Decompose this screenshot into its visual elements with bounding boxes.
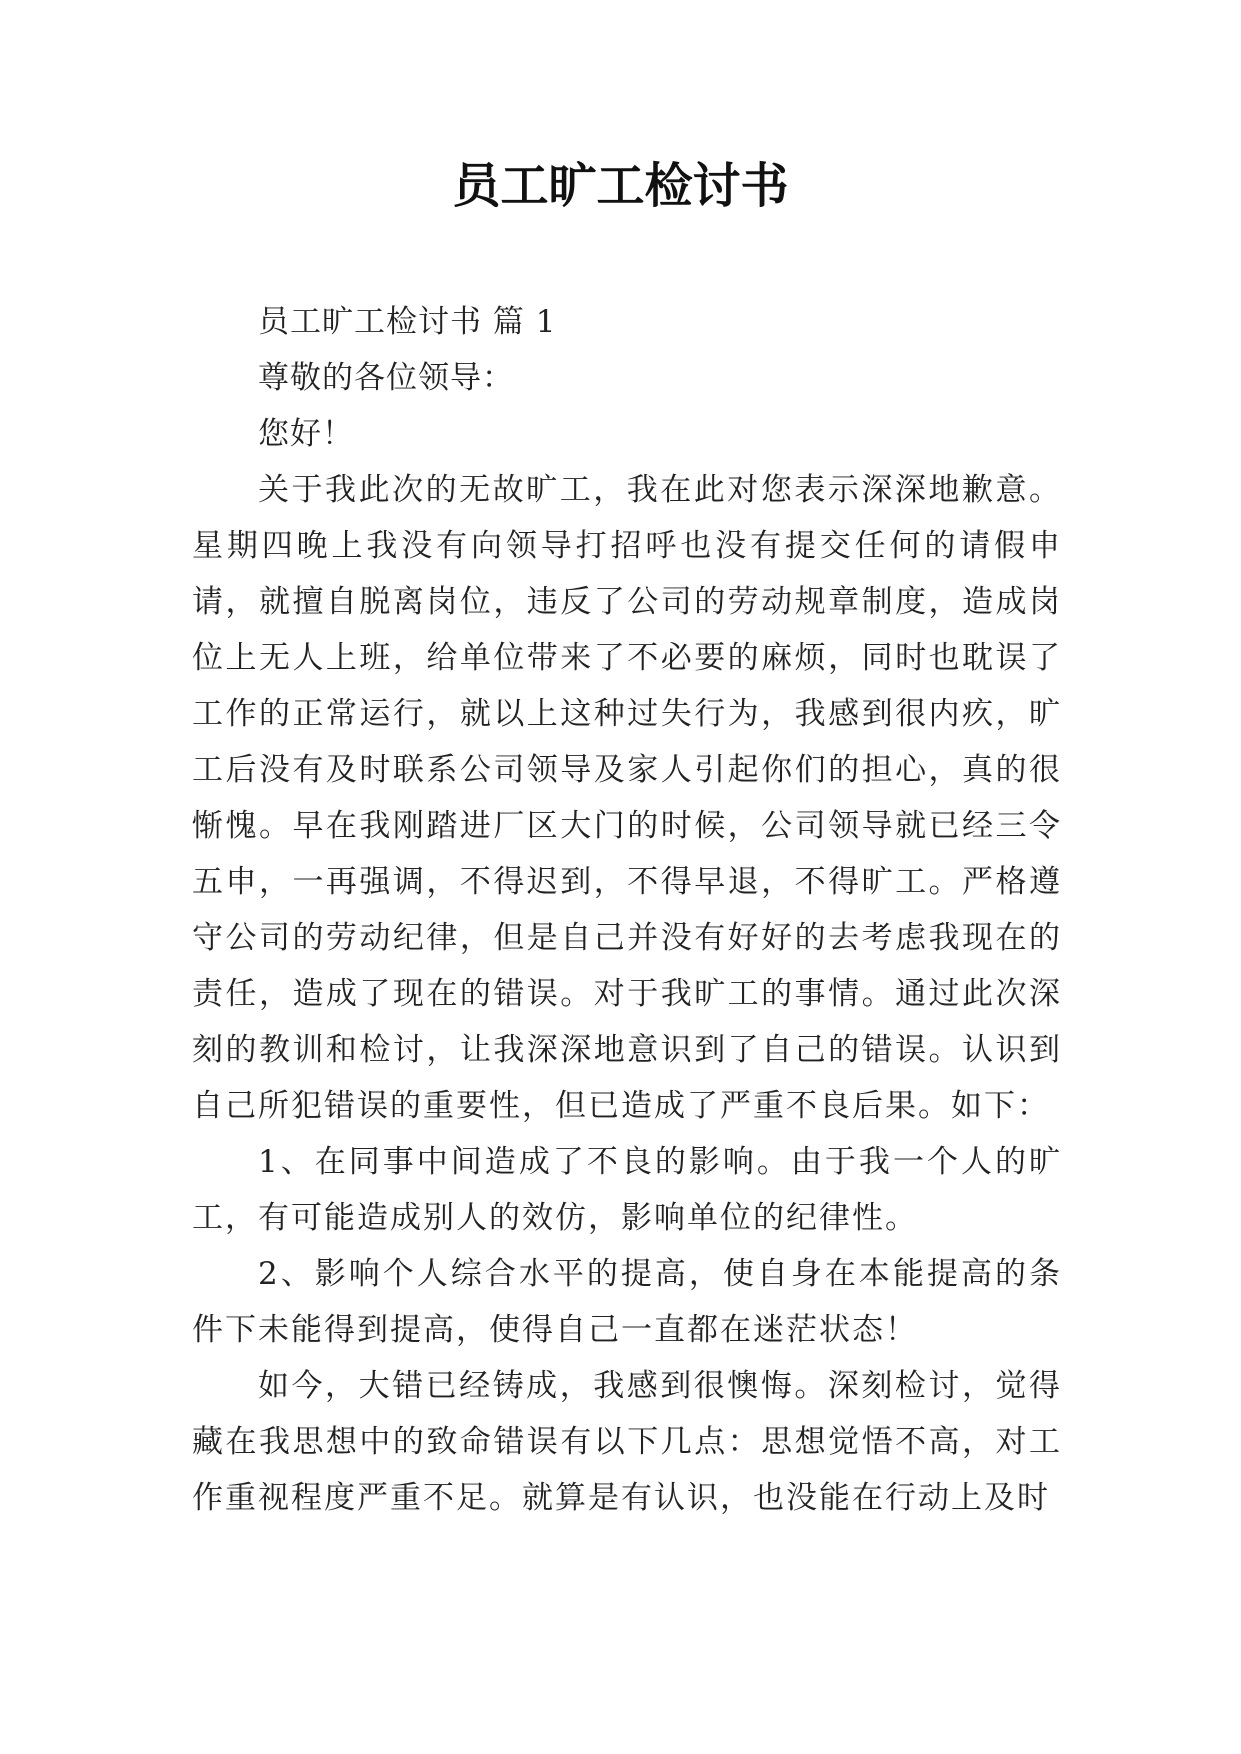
document-body — [192, 294, 1062, 1526]
body-paragraph: 如今，大错已经铸成，我感到很懊悔。深刻检讨，觉得藏在我思想中的致命错误有以下几点：思想觉悟不高，对工作重视程度严重不足。就算是有认识，也没能在行动上及时 — [192, 1368, 1062, 1516]
salutation: 尊敬的各位领导： — [258, 360, 514, 396]
body-paragraph: 1、在同事中间造成了不良的影响。由于我一个人的旷工，有可能造成别人的效仿，影响单位的纪律性。 — [192, 1144, 1062, 1236]
greeting: 您好！ — [258, 416, 354, 452]
body-paragraph: 2、影响个人综合水平的提高，使自身在本能提高的条件下未能得到提高，使得自己一直都在迷茫状态！ — [192, 1256, 1062, 1348]
document-title: 员工旷工检讨书 — [452, 158, 789, 214]
section-heading: 员工旷工检讨书 篇 1 — [258, 304, 557, 340]
body-paragraph: 关于我此次的无故旷工，我在此对您表示深深地歉意。星期四晚上我没有向领导打招呼也没有提交任何的请假申请，就擅自脱离岗位，违反了公司的劳动规章制度，造成岗位上无人上班，给单位带来了不必要的麻烦，同时也耽误了工作的正常运行，就以上这种过失行为，我感到很内疚，旷工后没有及时联系公司领导及家人引起你们的担心，真的很惭愧。早在我刚踏进厂区大门的时候，公司领导就已经三令五申，一再强调，不得迟到，不得早退，不得旷工。严格遵守公司的劳动纪律，但是自己并没有好好的去考虑我现在的责任，造成了现在的错误。对于我旷工的事情。通过此次深刻的教训和检讨，让我深深地意识到了自己的错误。认识到自己所犯错误的重要性，但已造成了严重不良后果。如下： — [192, 472, 1062, 1124]
